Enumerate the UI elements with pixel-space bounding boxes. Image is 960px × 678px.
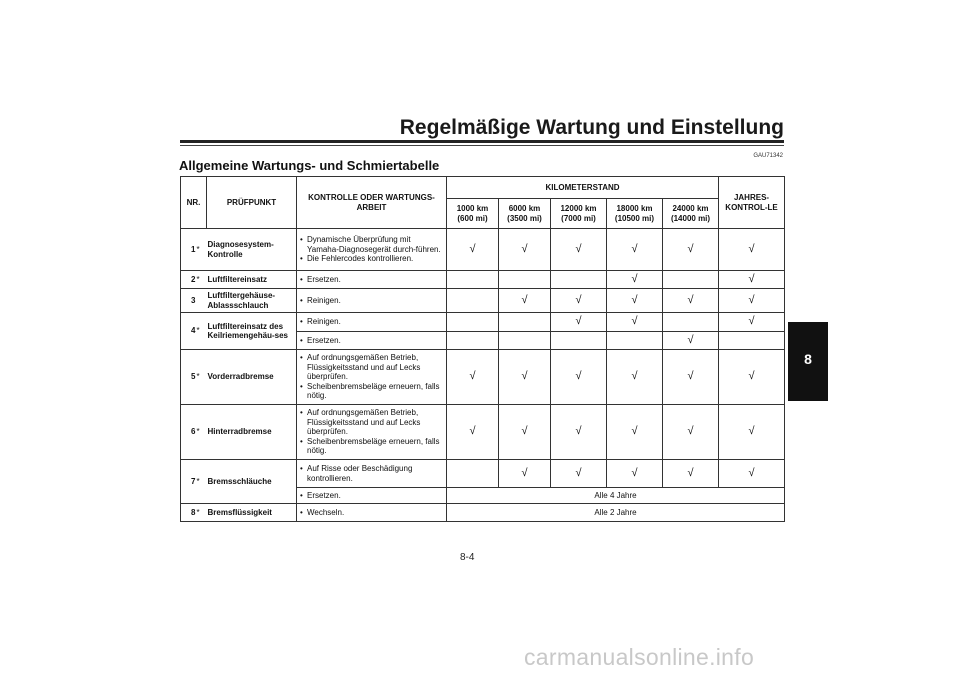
check-mark-icon: √ xyxy=(499,460,551,488)
check-mark-icon: √ xyxy=(551,405,607,460)
work-bullet-line xyxy=(299,275,444,285)
table-row xyxy=(181,271,785,289)
table-row xyxy=(181,229,785,271)
work-text: Ersetzen. xyxy=(307,335,341,345)
work-text: Auf ordnungsgemäßen Betrieb, Flüssigkeitsstand und auf Lecks überprüfen. xyxy=(307,353,421,382)
empty-cell xyxy=(607,332,663,350)
row-number: 3 xyxy=(181,289,197,313)
dealer-service-marker: * xyxy=(197,229,207,271)
empty-cell xyxy=(499,332,551,350)
header-nr: NR. xyxy=(181,177,207,229)
page-number: 8-4 xyxy=(460,552,475,563)
work-bullet-line xyxy=(299,353,444,382)
check-mark-icon: √ xyxy=(719,229,785,271)
bullet-icon: • xyxy=(300,436,303,446)
check-mark-icon: √ xyxy=(719,460,785,488)
work-bullet-line xyxy=(299,382,444,401)
table-row xyxy=(181,313,785,332)
work-bullet-line xyxy=(299,491,444,501)
work-bullet-line xyxy=(299,464,444,483)
dealer-service-marker: * xyxy=(197,350,207,405)
work-bullet-line xyxy=(299,296,444,306)
table-row xyxy=(181,350,785,405)
work-text: Ersetzen. xyxy=(307,490,341,500)
row-number: 2 xyxy=(181,271,197,289)
row-number: 1 xyxy=(181,229,197,271)
work-bullet-line xyxy=(299,254,444,264)
empty-cell xyxy=(663,313,719,332)
check-mark-icon: √ xyxy=(447,229,499,271)
work-text: Dynamische Überprüfung mit Yamaha-Diagnosegerät durch-führen. xyxy=(307,235,441,254)
empty-cell xyxy=(447,313,499,332)
row-number: 4 xyxy=(181,313,197,350)
check-mark-icon: √ xyxy=(719,405,785,460)
work-bullet-line xyxy=(299,437,444,456)
work-text: Wechseln. xyxy=(307,507,345,517)
maintenance-table xyxy=(180,176,785,522)
check-mark-icon: √ xyxy=(499,405,551,460)
header-rule xyxy=(180,140,784,143)
bullet-icon: • xyxy=(300,295,303,305)
check-item: Bremsschläuche xyxy=(207,460,297,504)
check-mark-icon: √ xyxy=(719,271,785,289)
chapter-tab xyxy=(788,322,828,401)
check-mark-icon: √ xyxy=(447,350,499,405)
empty-cell xyxy=(719,332,785,350)
check-item: Luftfiltereinsatz des Keilriemengehäu-ses xyxy=(207,313,297,350)
check-item: Vorderradbremse xyxy=(207,350,297,405)
empty-cell xyxy=(663,271,719,289)
table-row xyxy=(181,289,785,313)
work-description xyxy=(297,504,447,522)
watermark: carmanualsonline.info xyxy=(524,644,755,670)
dealer-service-marker: * xyxy=(197,313,207,350)
header-odometer: KILOMETERSTAND xyxy=(447,177,719,199)
work-description xyxy=(297,289,447,313)
work-description xyxy=(297,229,447,271)
page-header-title: Regelmäßige Wartung und Einstellung xyxy=(399,116,784,139)
row-number: 8 xyxy=(181,504,197,522)
check-mark-icon: √ xyxy=(499,229,551,271)
work-description xyxy=(297,460,447,488)
work-description xyxy=(297,405,447,460)
dealer-service-marker xyxy=(197,289,207,313)
bullet-icon: • xyxy=(300,464,303,473)
check-mark-icon: √ xyxy=(607,229,663,271)
bullet-icon: • xyxy=(300,507,303,517)
check-mark-icon: √ xyxy=(499,289,551,313)
check-mark-icon: √ xyxy=(551,289,607,313)
check-mark-icon: √ xyxy=(719,350,785,405)
work-description xyxy=(297,271,447,289)
check-item: Hinterradbremse xyxy=(207,405,297,460)
empty-cell xyxy=(551,332,607,350)
check-item: Bremsflüssigkeit xyxy=(207,504,297,522)
reference-code: GAU71342 xyxy=(753,153,783,159)
check-mark-icon: √ xyxy=(719,289,785,313)
bullet-icon: • xyxy=(300,235,303,245)
header-rule-thin xyxy=(180,145,784,146)
bullet-icon: • xyxy=(300,408,303,418)
row-number: 6 xyxy=(181,405,197,460)
check-mark-icon: √ xyxy=(663,289,719,313)
empty-cell xyxy=(447,271,499,289)
work-text: Reinigen. xyxy=(307,317,341,327)
bullet-icon: • xyxy=(300,335,303,345)
work-text: Scheibenbremsbeläge erneuern, falls nötig. xyxy=(307,381,440,401)
dealer-service-marker: * xyxy=(197,504,207,522)
work-bullet-line xyxy=(299,508,444,518)
check-mark-icon: √ xyxy=(607,460,663,488)
check-mark-icon: √ xyxy=(551,313,607,332)
bullet-icon: • xyxy=(300,317,303,327)
check-mark-icon: √ xyxy=(607,350,663,405)
header-km-5: 24000 km (14000 mi) xyxy=(663,199,719,229)
check-mark-icon: √ xyxy=(663,332,719,350)
work-text: Die Fehlercodes kontrollieren. xyxy=(307,254,414,264)
check-mark-icon: √ xyxy=(663,460,719,488)
work-description xyxy=(297,350,447,405)
work-text: Reinigen. xyxy=(307,295,341,305)
table-row xyxy=(181,405,785,460)
interval-note: Alle 4 Jahre xyxy=(447,488,785,504)
work-description xyxy=(297,332,447,350)
bullet-icon: • xyxy=(300,490,303,500)
work-description xyxy=(297,488,447,504)
header-km-2: 6000 km (3500 mi) xyxy=(499,199,551,229)
empty-cell xyxy=(447,332,499,350)
work-bullet-line xyxy=(299,336,444,346)
check-mark-icon: √ xyxy=(551,460,607,488)
header-km-3: 12000 km (7000 mi) xyxy=(551,199,607,229)
header-km-4: 18000 km (10500 mi) xyxy=(607,199,663,229)
check-item: Diagnosesystem-Kontrolle xyxy=(207,229,297,271)
check-mark-icon: √ xyxy=(607,405,663,460)
row-number: 5 xyxy=(181,350,197,405)
check-item: Luftfiltergehäuse-Ablassschlauch xyxy=(207,289,297,313)
check-item: Luftfiltereinsatz xyxy=(207,271,297,289)
bullet-icon: • xyxy=(300,254,303,264)
table-row xyxy=(181,504,785,522)
work-description xyxy=(297,313,447,332)
bullet-icon: • xyxy=(300,353,303,363)
work-text: Auf Risse oder Beschädigung kontrollieren. xyxy=(307,464,413,483)
header-annual: JAHRES-KONTROL-LE xyxy=(719,177,785,229)
header-km-1: 1000 km (600 mi) xyxy=(447,199,499,229)
dealer-service-marker: * xyxy=(197,271,207,289)
work-text: Auf ordnungsgemäßen Betrieb, Flüssigkeitsstand und auf Lecks überprüfen. xyxy=(307,408,421,437)
check-mark-icon: √ xyxy=(719,313,785,332)
header-work: KONTROLLE ODER WARTUNGS-ARBEIT xyxy=(297,177,447,229)
work-text: Scheibenbremsbeläge erneuern, falls nötig. xyxy=(307,436,440,456)
check-mark-icon: √ xyxy=(607,271,663,289)
work-bullet-line xyxy=(299,317,444,327)
check-mark-icon: √ xyxy=(607,289,663,313)
check-mark-icon: √ xyxy=(551,229,607,271)
check-mark-icon: √ xyxy=(663,405,719,460)
header-item: PRÜFPUNKT xyxy=(207,177,297,229)
maintenance-table-body xyxy=(181,229,785,522)
check-mark-icon: √ xyxy=(663,350,719,405)
empty-cell xyxy=(447,289,499,313)
check-mark-icon: √ xyxy=(607,313,663,332)
table-row xyxy=(181,460,785,488)
chapter-tab-label: 8 xyxy=(804,351,812,367)
check-mark-icon: √ xyxy=(499,350,551,405)
empty-cell xyxy=(447,460,499,488)
work-bullet-line xyxy=(299,235,444,254)
work-text: Ersetzen. xyxy=(307,274,341,284)
empty-cell xyxy=(499,313,551,332)
check-mark-icon: √ xyxy=(447,405,499,460)
work-bullet-line xyxy=(299,408,444,437)
bullet-icon: • xyxy=(300,274,303,284)
section-title: Allgemeine Wartungs- und Schmiertabelle xyxy=(179,158,440,173)
dealer-service-marker: * xyxy=(197,405,207,460)
check-mark-icon: √ xyxy=(551,350,607,405)
dealer-service-marker: * xyxy=(197,460,207,504)
empty-cell xyxy=(499,271,551,289)
check-mark-icon: √ xyxy=(663,229,719,271)
row-number: 7 xyxy=(181,460,197,504)
interval-note: Alle 2 Jahre xyxy=(447,504,785,522)
empty-cell xyxy=(551,271,607,289)
bullet-icon: • xyxy=(300,381,303,391)
